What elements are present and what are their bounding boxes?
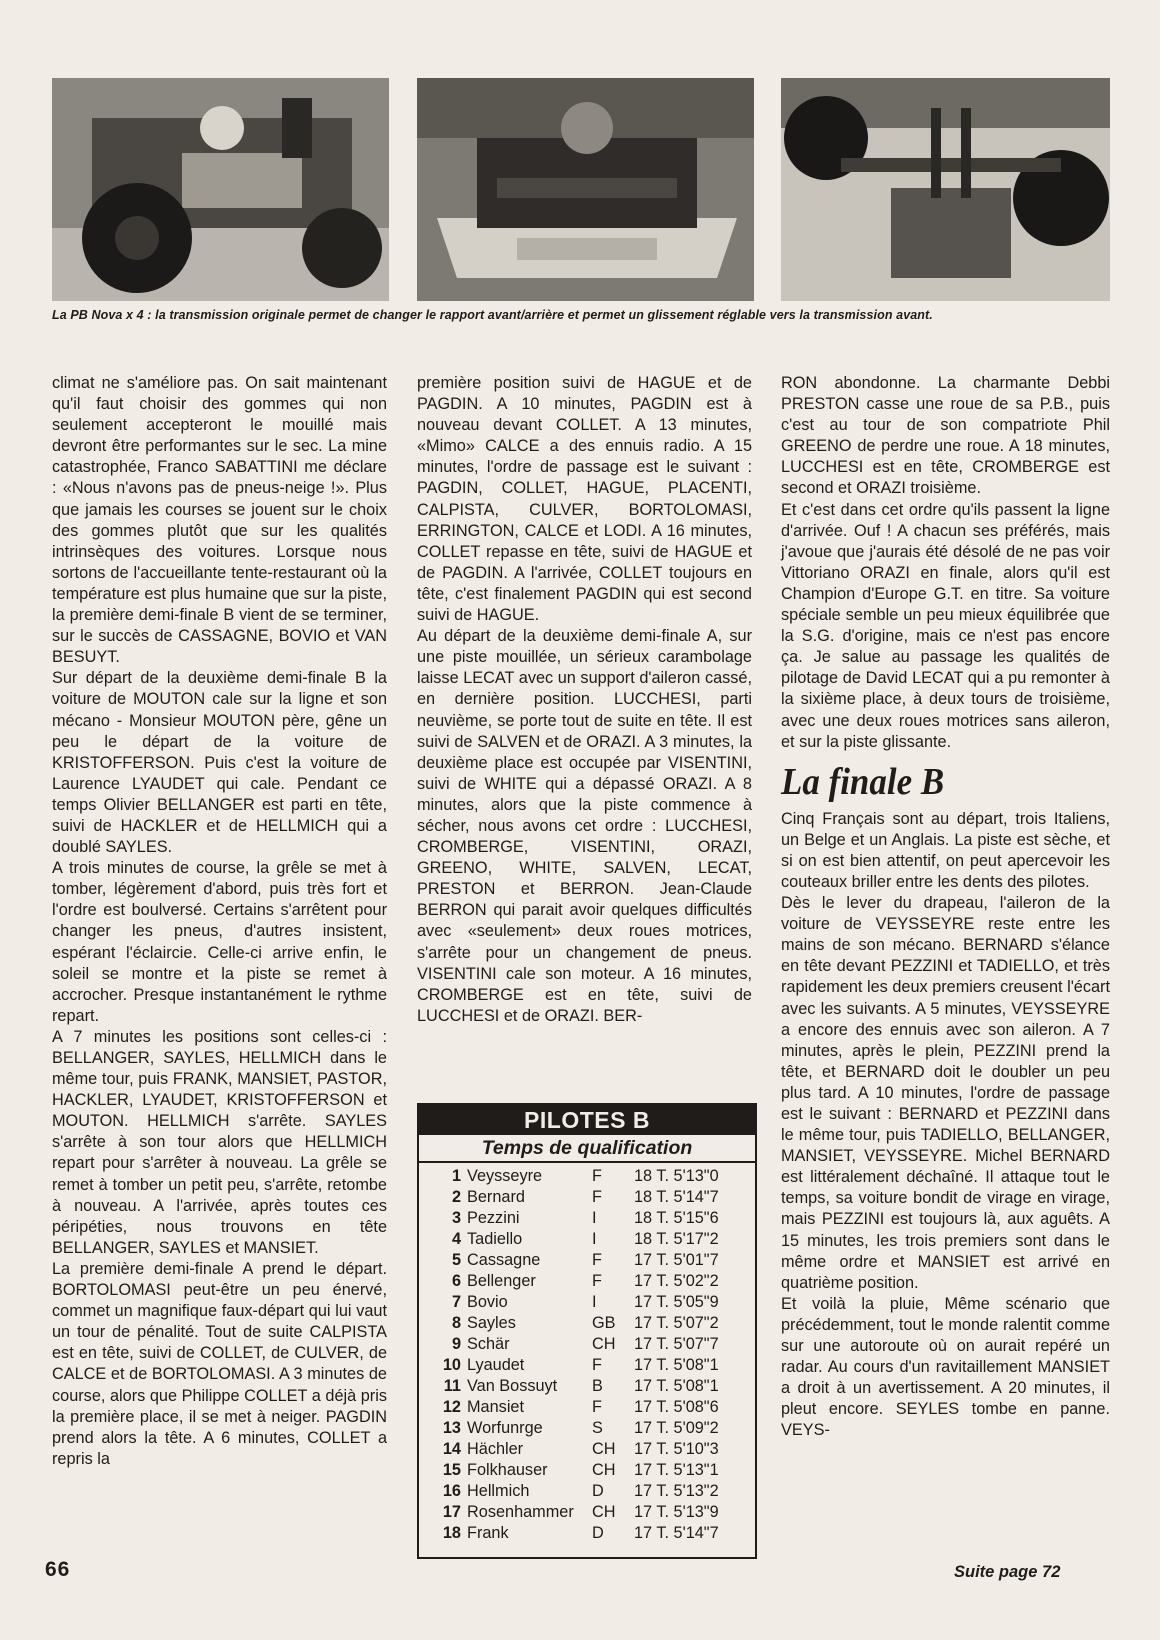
cell-pos: 18 <box>442 1524 461 1542</box>
cell-name: Worfunrge <box>467 1419 543 1437</box>
cell-time: 17 T. 5'13"9 <box>634 1503 719 1521</box>
table-row <box>419 1481 755 1502</box>
paragraph: A 7 minutes les positions sont celles-ci : BELLANGER, SAYLES, HELLMICH dans le même tour, puis FRANK, MANSIET, PASTOR, HACKLER, LYAUDET, KRISTOFFERSON et MOUTON. HELLMICH s'arrête. SAYLES s'arrête à son tour alors que HELLMICH repart pour s'arrêter à nouveau. La grêle se remet à tomber un petit peu, s'arrête, retombe à nouveau. A l'arrivée, après toutes ces péripéties, nous trouvons en tête BELLANGER, SAYLES et MANSIET. <box>52 1027 387 1257</box>
cell-name: Pezzini <box>467 1209 520 1227</box>
cell-pos: 14 <box>442 1440 461 1458</box>
table-row <box>419 1439 755 1460</box>
cell-time: 18 T. 5'15"6 <box>634 1209 719 1227</box>
cell-country: B <box>592 1377 603 1395</box>
table-title: PILOTES B <box>419 1105 755 1135</box>
cell-country: D <box>592 1482 604 1500</box>
cell-pos: 15 <box>442 1461 461 1479</box>
cell-country: S <box>592 1419 603 1437</box>
table-row <box>419 1334 755 1355</box>
cell-name: Hellmich <box>467 1482 530 1500</box>
table-row <box>419 1250 755 1271</box>
cell-name: Mansiet <box>467 1398 525 1416</box>
table-row <box>419 1166 755 1187</box>
cell-time: 17 T. 5'05"9 <box>634 1293 719 1311</box>
cell-country: F <box>592 1167 602 1185</box>
paragraph: Sur départ de la deuxième demi-finale B la voiture de MOUTON cale sur la ligne et son mécano - Monsieur MOUTON père, gêne un peu le départ de la voiture de KRISTOFFERSON. Puis c'est la voiture de Laurence LYAUDET qui cale. Pendant ce temps Olivier BELLANGER est parti en tête, suivi de HACKLER et de HELLMICH qui a doublé SAYLES. <box>52 669 387 857</box>
cell-time: 18 T. 5'17"2 <box>634 1230 719 1248</box>
cell-pos: 12 <box>442 1398 461 1416</box>
cell-country: F <box>592 1356 602 1374</box>
cell-pos: 9 <box>451 1335 461 1353</box>
cell-country: D <box>592 1524 604 1542</box>
section-heading: La finale B <box>781 760 945 803</box>
cell-pos: 11 <box>443 1377 461 1395</box>
table-row <box>419 1292 755 1313</box>
paragraph: A trois minutes de course, la grêle se met à tomber, légèrement d'abord, puis très fort et l'ordre est boulversé. Certains s'arrêtent pour changer les pneus, d'autres insistent, espérant l'éclaircie. Celle-ci arrive enfin, le soleil se montre et la piste se remet à accrocher. Presque instantanément le rythme repart. <box>52 859 387 1025</box>
cell-time: 18 T. 5'14"7 <box>634 1188 719 1206</box>
article-column-1 <box>52 373 387 1470</box>
nova-chassis-left-photo <box>52 78 389 301</box>
cell-name: Tadiello <box>467 1230 523 1248</box>
cell-pos: 16 <box>442 1482 461 1500</box>
cell-time: 17 T. 5'08"1 <box>634 1356 719 1374</box>
cell-name: Schär <box>467 1335 510 1353</box>
article-column-2 <box>417 373 752 1027</box>
table-row <box>419 1355 755 1376</box>
cell-time: 17 T. 5'10"3 <box>634 1440 719 1458</box>
table-row <box>419 1313 755 1334</box>
cell-name: Rosenhammer <box>467 1503 574 1521</box>
cell-name: Frank <box>467 1524 509 1542</box>
cell-country: F <box>592 1188 602 1206</box>
table-row <box>419 1229 755 1250</box>
transmission-closeup-photo <box>781 78 1110 301</box>
table-row <box>419 1502 755 1523</box>
cell-pos: 5 <box>451 1251 461 1269</box>
cell-country: CH <box>592 1335 616 1353</box>
cell-pos: 3 <box>451 1209 461 1227</box>
article-column-3 <box>781 373 1110 1442</box>
paragraph: Et voilà la pluie, Même scénario que précédemment, tout le monde ralentit comme sur une autoroute où on aurait repéré un radar. Au cours d'un ravitaillement MANSIET a droit à un avertissement. A 20 minutes, il pleut encore. SEYLES tombe en panne. VEYS- <box>781 1294 1110 1440</box>
cell-time: 17 T. 5'13"2 <box>634 1482 719 1500</box>
table-row <box>419 1208 755 1229</box>
paragraph: Au départ de la deuxième demi-finale A, sur une piste mouillée, un sérieux carambolage laisse LECAT avec un support d'aileron cassé, en dernière position. LUCCHESI, parti neuvième, se porte tout de suite en tête. Il est suivi de SALVEN et de ORAZI. A 3 minutes, la deuxième place est occupée par VISENTINI, suivi de WHITE qui a dépassé ORAZI. A 8 minutes, alors que la piste commence à sécher, nous avons cet ordre : LUCCHESI, CROMBERGE, VISENTINI, ORAZI, GREENO, WHITE, SALVEN, LECAT, PRESTON et BERRON. Jean-Claude BERRON qui parait avoir quelques difficultés avec «seulement» deux roues motrices, s'arrête pour un changement de pneus. VISENTINI cale son moteur. A 16 minutes, CROMBERGE est en tête, suivi de LUCCHESI et de ORAZI. BER- <box>417 627 752 1025</box>
cell-pos: 4 <box>451 1230 461 1248</box>
cell-pos: 6 <box>451 1272 461 1290</box>
cell-country: F <box>592 1272 602 1290</box>
cell-time: 17 T. 5'07"2 <box>634 1314 719 1332</box>
paragraph: Cinq Français sont au départ, trois Italiens, un Belge et un Anglais. La piste est sèche, et si on est bien attentif, on peut apercevoir les couteaux briller entre les dents des pilotes. <box>781 809 1110 891</box>
paragraph: RON abondonne. La charmante Debbi PRESTON casse une roue de sa P.B., puis c'est au tour de son compatriote Phil GREENO de perdre une roue. A 18 minutes, LUCCHESI est en tête, CROMBERGE est second et ORAZI troisième. <box>781 374 1110 498</box>
cell-country: I <box>592 1293 597 1311</box>
table-row <box>419 1397 755 1418</box>
nova-body-front-photo <box>417 78 754 301</box>
table-body <box>419 1163 755 1544</box>
table-row <box>419 1271 755 1292</box>
table-row <box>419 1418 755 1439</box>
cell-name: Bellenger <box>467 1272 536 1290</box>
table-row <box>419 1523 755 1544</box>
cell-pos: 13 <box>442 1419 461 1437</box>
paragraph: Dès le lever du drapeau, l'aileron de la voiture de VEYSSEYRE reste entre les mains de son mécano. BERNARD s'élance en tête devant PEZZINI et TADIELLO, et très rapidement les deux premiers creusent l'écart avec les suivants. A 5 minutes, VEYSSEYRE a encore des ennuis avec son aileron. A 7 minutes, après le plein, PEZZINI prend la tête, et BERNARD doit le doubler un peu plus tard. A 10 minutes, l'ordre de passage est le suivant : BERNARD et PEZZINI dans le même tour, puis TADIELLO, BELLANGER, MANSIET, VEYSSEYRE. Michel BERNARD est littéralement déchaîné. Il attaque tout le temps, sa voiture bondit de virage en virage, mais PEZZINI est toujours là, aux aguêts. A 15 minutes, les trois premiers sont dans le même ordre et MANSIET est arrivé en quatrième position. <box>781 894 1110 1292</box>
cell-pos: 8 <box>451 1314 461 1332</box>
paragraph: climat ne s'améliore pas. On sait maintenant qu'il faut choisir des gommes qui non seulement accepteront le mouillé mais devront être performantes sur le sec. La mine catastrophée, Franco SABATTINI me déclare : «Nous n'avons pas de pneus-neige !». Plus que jamais les courses se jouent sur le choix des gommes plutôt que sur les qualités intrinsèques des voitures. Lorsque nous sortons de l'accueillante tente-restaurant où la température est plus humaine que sur la piste, la première demi-finale B vient de se terminer, sur le succès de CASSAGNE, BOVIO et VAN BESUYT. <box>52 374 387 667</box>
cell-country: CH <box>592 1503 616 1521</box>
cell-pos: 1 <box>451 1167 461 1185</box>
cell-pos: 10 <box>442 1356 461 1374</box>
cell-time: 17 T. 5'14"7 <box>634 1524 719 1542</box>
cell-time: 17 T. 5'07"7 <box>634 1335 719 1353</box>
cell-country: I <box>592 1230 597 1248</box>
cell-time: 17 T. 5'13"1 <box>634 1461 719 1479</box>
cell-country: CH <box>592 1461 616 1479</box>
cell-country: I <box>592 1209 597 1227</box>
cell-name: Bovio <box>467 1293 508 1311</box>
cell-time: 17 T. 5'02"2 <box>634 1272 719 1290</box>
cell-pos: 17 <box>442 1503 461 1521</box>
cell-time: 17 T. 5'09"2 <box>634 1419 719 1437</box>
cell-name: Bernard <box>467 1188 525 1206</box>
cell-time: 17 T. 5'01"7 <box>634 1251 719 1269</box>
cell-time: 17 T. 5'08"1 <box>634 1377 719 1395</box>
cell-country: F <box>592 1398 602 1416</box>
cell-name: Hächler <box>467 1440 524 1458</box>
cell-country: F <box>592 1251 602 1269</box>
paragraph: La première demi-finale A prend le départ. BORTOLOMASI peut-être un peu énervé, commet un magnifique faux-départ qui lui vaut un tour de pénalité. Tout de suite CALPISTA est en tête, suivi de COLLET, de CULVER, de CALCE et de BORTOLOMASI. A 3 minutes de course, alors que Philippe COLLET a déjà pris la première place, il se met à neiger. PAGDIN prend alors la tête. A 6 minutes, COLLET a repris la <box>52 1259 387 1468</box>
table-row <box>419 1376 755 1397</box>
continued-note: Suite page 72 <box>954 1563 1061 1581</box>
page-number: 66 <box>45 1558 71 1581</box>
cell-country: GB <box>592 1314 616 1332</box>
cell-name: Van Bossuyt <box>467 1377 558 1395</box>
cell-time: 17 T. 5'08"6 <box>634 1398 719 1416</box>
cell-name: Veysseyre <box>467 1167 543 1185</box>
paragraph: première position suivi de HAGUE et de PAGDIN. A 10 minutes, PAGDIN est à nouveau devant COLLET. A 13 minutes, «Mimo» CALCE a des ennuis radio. A 15 minutes, l'ordre de passage est le suivant : PAGDIN, COLLET, HAGUE, PLACENTI, CALPISTA, CULVER, BORTOLOMASI, ERRINGTON, CALCE et LODI. A 16 minutes, COLLET repasse en tête, suivi de HAGUE et de PAGDIN. A l'arrivée, COLLET toujours en tête, c'est finalement PAGDIN qui est second suivi de HAGUE. <box>417 374 752 625</box>
cell-name: Cassagne <box>467 1251 541 1269</box>
table-row <box>419 1460 755 1481</box>
table-subtitle: Temps de qualification <box>419 1135 755 1163</box>
cell-time: 18 T. 5'13"0 <box>634 1167 719 1185</box>
paragraph: Et c'est dans cet ordre qu'ils passent la ligne d'arrivée. Ouf ! A chacun ses préférés, mais j'avoue que j'aurais été désolé de ne pas voir Vittoriano ORAZI en finale, alors qu'il est Champion d'Europe G.T. en titre. Sa voiture spéciale semble un peu mieux équilibrée que la S.G. d'origine, mais ce n'est pas encore ça. Je salue au passage les qualités de pilotage de David LECAT qui a pu remonter à la sixième place, à deux tours de troisième, avec une deux roues motrices sans aileron, et sur la piste glissante. <box>781 500 1110 751</box>
cell-name: Sayles <box>467 1314 516 1332</box>
cell-name: Folkhauser <box>467 1461 548 1479</box>
cell-name: Lyaudet <box>467 1356 525 1374</box>
table-row <box>419 1187 755 1208</box>
cell-country: CH <box>592 1440 616 1458</box>
qualification-table <box>417 1103 757 1559</box>
photo-caption: La PB Nova x 4 : la transmission originale permet de changer le rapport avant/arrière et permet un glissement réglable vers la transmission avant. <box>52 308 933 322</box>
cell-pos: 2 <box>451 1188 461 1206</box>
cell-pos: 7 <box>451 1293 461 1311</box>
